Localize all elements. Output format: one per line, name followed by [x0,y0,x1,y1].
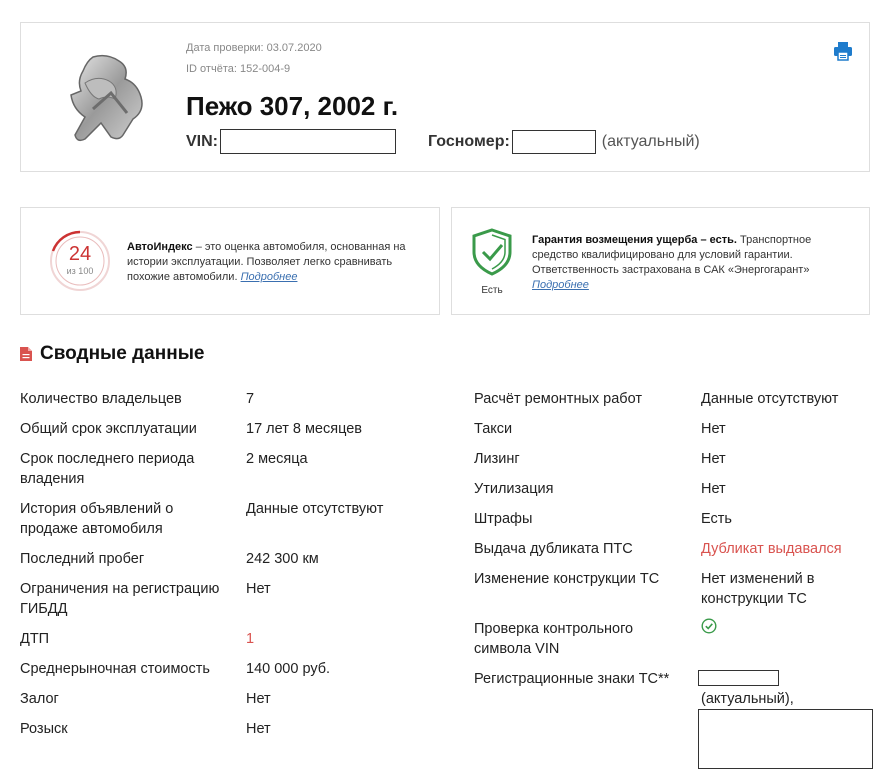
row-accidents-label: ДТП [20,631,50,647]
row-mileage-value: 242 300 км [246,551,319,567]
print-icon[interactable] [833,41,853,61]
row-leasing-label: Лизинг [474,451,520,467]
autoindex-score: 24 [68,243,92,265]
row-vin-check-label: Проверка контрольного символа VIN [474,621,634,657]
document-icon [20,347,32,361]
row-fines-value: Есть [701,511,732,527]
summary-section-title [20,343,205,365]
row-repair-label: Расчёт ремонтных работ [474,391,642,407]
row-plates-label: Регистрационные знаки ТС** [474,671,670,687]
vin-label: VIN: [186,132,218,150]
plate-redacted-box [512,130,596,154]
row-pledge-label: Залог [20,691,59,707]
guarantee-text: Транспортное средство квалифицировано для условий гарантии. Ответственность застрахована в САК «Энергогарант» [532,234,812,276]
autoindex-description [127,240,419,285]
guarantee-description [532,233,822,293]
check-circle-icon [701,618,717,634]
row-ads-label: История объявлений о продаже автомобиля [20,501,174,537]
report-id: ID отчёта: 152-004-9 [186,63,291,75]
autoindex-title: АвтоИндекс [127,241,193,253]
row-fines-label: Штрафы [474,511,533,527]
row-repair-value: Данные отсутствуют [701,391,839,407]
row-last-period-label: Срок последнего периода владения [20,451,195,487]
row-restrictions-value: Нет [246,581,271,597]
row-usage-label: Общий срок эксплуатации [20,421,197,437]
row-market-price-label: Среднерыночная стоимость [20,661,210,677]
row-last-period-value: 2 месяца [246,451,308,467]
row-owners-label: Количество владельцев [20,391,182,407]
guarantee-title: Гарантия возмещения ущерба – есть. [532,234,737,246]
peugeot-lion-logo [63,53,149,143]
check-date: Дата проверки: 03.07.2020 [186,42,322,54]
car-title: Пежо 307, 2002 г. [186,91,399,121]
autoindex-more-link[interactable]: Подробнее [240,271,298,283]
row-usage-value: 17 лет 8 месяцев [246,421,363,437]
row-owners-value: 7 [246,391,255,407]
plate-label: Госномер: [428,132,510,150]
shield-check-icon [471,228,513,276]
row-pts-duplicate-label: Выдача дубликата ПТС [474,541,633,557]
plate-history-redacted-box [698,670,779,686]
vin-plate-row [186,129,700,154]
row-ads-value: Данные отсутствуют [246,501,384,517]
guarantee-badge: Есть [481,285,503,296]
row-pts-duplicate-value[interactable]: Дубликат выдавался [701,541,842,557]
plate-status: (актуальный) [601,132,700,150]
autoindex-score-of: из 100 [66,266,94,276]
row-wanted-label: Розыск [20,721,68,737]
row-recycling-value: Нет [701,481,726,497]
plates-redacted-box [698,709,873,769]
row-leasing-value: Нет [701,451,726,467]
row-restrictions-label: Ограничения на регистрацию ГИБДД [20,581,220,617]
vin-redacted-box [220,129,396,154]
row-recycling-label: Утилизация [474,481,554,497]
row-taxi-value: Нет [701,421,726,437]
row-mileage-label: Последний пробег [20,551,145,567]
row-accidents-value[interactable]: 1 [246,631,255,647]
autoindex-text: – это оценка автомобиля, основанная на истории эксплуатации. Позволяет легко сравнивать похожие автомобили. [127,241,406,283]
row-construction-value: Нет изменений в конструкции ТС [701,571,815,607]
row-pledge-value: Нет [246,691,271,707]
row-market-price-value: 140 000 руб. [246,661,331,677]
autoindex-card [20,207,440,315]
row-construction-label: Изменение конструкции ТС [474,571,660,587]
summary-title: Сводные данные [40,343,205,364]
row-plates-value: (актуальный), [701,691,794,707]
row-taxi-label: Такси [474,421,513,437]
report-header-card [20,22,870,172]
row-wanted-value: Нет [246,721,271,737]
guarantee-card [451,207,870,315]
guarantee-more-link[interactable]: Подробнее [532,279,589,291]
